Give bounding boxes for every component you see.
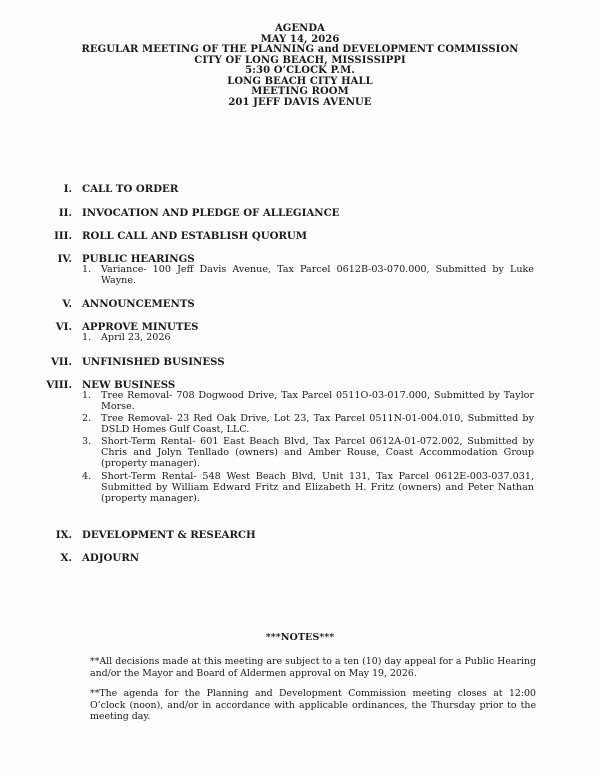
note-agenda-deadline: **The agenda for the Planning and Development Commission meeting closes at 12:00 O’clock (noon), and/or in accordance with applicable ordinances, the Thursday prior to the meeting day. bbox=[90, 688, 536, 722]
section-number: VIII. bbox=[46, 379, 72, 391]
section-title: CALL TO ORDER bbox=[82, 183, 179, 195]
list-item bbox=[82, 437, 534, 470]
agenda-header bbox=[0, 24, 600, 108]
header-address: 201 JEFF DAVIS AVENUE bbox=[228, 96, 372, 108]
section-title: APPROVE MINUTES bbox=[82, 321, 199, 333]
section-title: NEW BUSINESS bbox=[82, 379, 176, 391]
section-number: II. bbox=[58, 207, 72, 219]
header-time: 5:30 O’CLOCK P.M. bbox=[245, 65, 355, 76]
section-title: ROLL CALL AND ESTABLISH QUORUM bbox=[82, 230, 308, 242]
section-title: DEVELOPMENT & RESEARCH bbox=[82, 529, 256, 541]
section-title: UNFINISHED BUSINESS bbox=[82, 356, 225, 368]
list-item bbox=[82, 414, 534, 436]
list-item bbox=[82, 391, 534, 413]
item-text: Short-Term Rental- 548 West Beach Blvd, Unit 131, Tax Parcel 0612E-003-037.031, Submitted by William Edward Fritz and Elizabeth H. Fritz (owners) and Peter Nathan (property manager). bbox=[101, 471, 534, 504]
list-item bbox=[82, 333, 534, 344]
list-item bbox=[82, 472, 534, 505]
item-number: 1. bbox=[82, 264, 92, 275]
section-title: INVOCATION AND PLEDGE OF ALLEGIANCE bbox=[82, 207, 340, 219]
header-date: MAY 14, 2026 bbox=[260, 33, 340, 45]
item-text: Short-Term Rental- 601 East Beach Blvd, Tax Parcel 0612A-01-072.002, Submitted by Chris and Jolyn Tenllado (owners) and Amber Rouse, Coast Accommodation Group (property manager). bbox=[101, 436, 534, 469]
item-text: Tree Removal- 23 Red Oak Drive, Lot 23, Tax Parcel 0511N-01-004.010, Submitted by DSLD Homes Gulf Coast, LLC. bbox=[101, 413, 534, 435]
section-number: X. bbox=[60, 552, 72, 564]
section-number: IV. bbox=[57, 253, 72, 265]
section-number: VII. bbox=[51, 356, 72, 368]
header-room: MEETING ROOM bbox=[251, 86, 349, 97]
item-text: Tree Removal- 708 Dogwood Drive, Tax Parcel 0511O-03-017.000, Submitted by Taylor Morse. bbox=[101, 390, 534, 412]
item-number: 2. bbox=[82, 413, 92, 424]
section-number: III. bbox=[54, 230, 72, 242]
section-title: PUBLIC HEARINGS bbox=[82, 253, 195, 265]
section-number: VI. bbox=[55, 321, 72, 333]
header-city: CITY OF LONG BEACH, MISSISSIPPI bbox=[194, 54, 406, 66]
note-appeal: **All decisions made at this meeting are subject to a ten (10) day appeal for a Public Hearing and/or the Mayor and Board of Aldermen approval on May 19, 2026. bbox=[90, 656, 536, 679]
item-number: 4. bbox=[82, 471, 92, 482]
section-number: I. bbox=[63, 183, 72, 195]
item-text: Variance- 100 Jeff Davis Avenue, Tax Parcel 0612B-03-070.000, Submitted by Luke Wayne. bbox=[101, 264, 534, 286]
section-title: ANNOUNCEMENTS bbox=[82, 298, 195, 310]
notes-heading: ***NOTES*** bbox=[265, 632, 335, 643]
item-number: 3. bbox=[82, 436, 92, 447]
item-number: 1. bbox=[82, 332, 92, 343]
header-meeting: REGULAR MEETING OF THE PLANNING and DEVELOPMENT COMMISSION bbox=[81, 44, 519, 55]
list-item bbox=[82, 265, 534, 287]
header-title: AGENDA bbox=[274, 23, 326, 34]
header-location: LONG BEACH CITY HALL bbox=[227, 75, 373, 87]
section-number: V. bbox=[62, 298, 72, 310]
section-title: ADJOURN bbox=[82, 552, 140, 564]
item-text: April 23, 2026 bbox=[101, 332, 171, 343]
section-number: IX. bbox=[55, 529, 72, 541]
item-number: 1. bbox=[82, 390, 92, 401]
